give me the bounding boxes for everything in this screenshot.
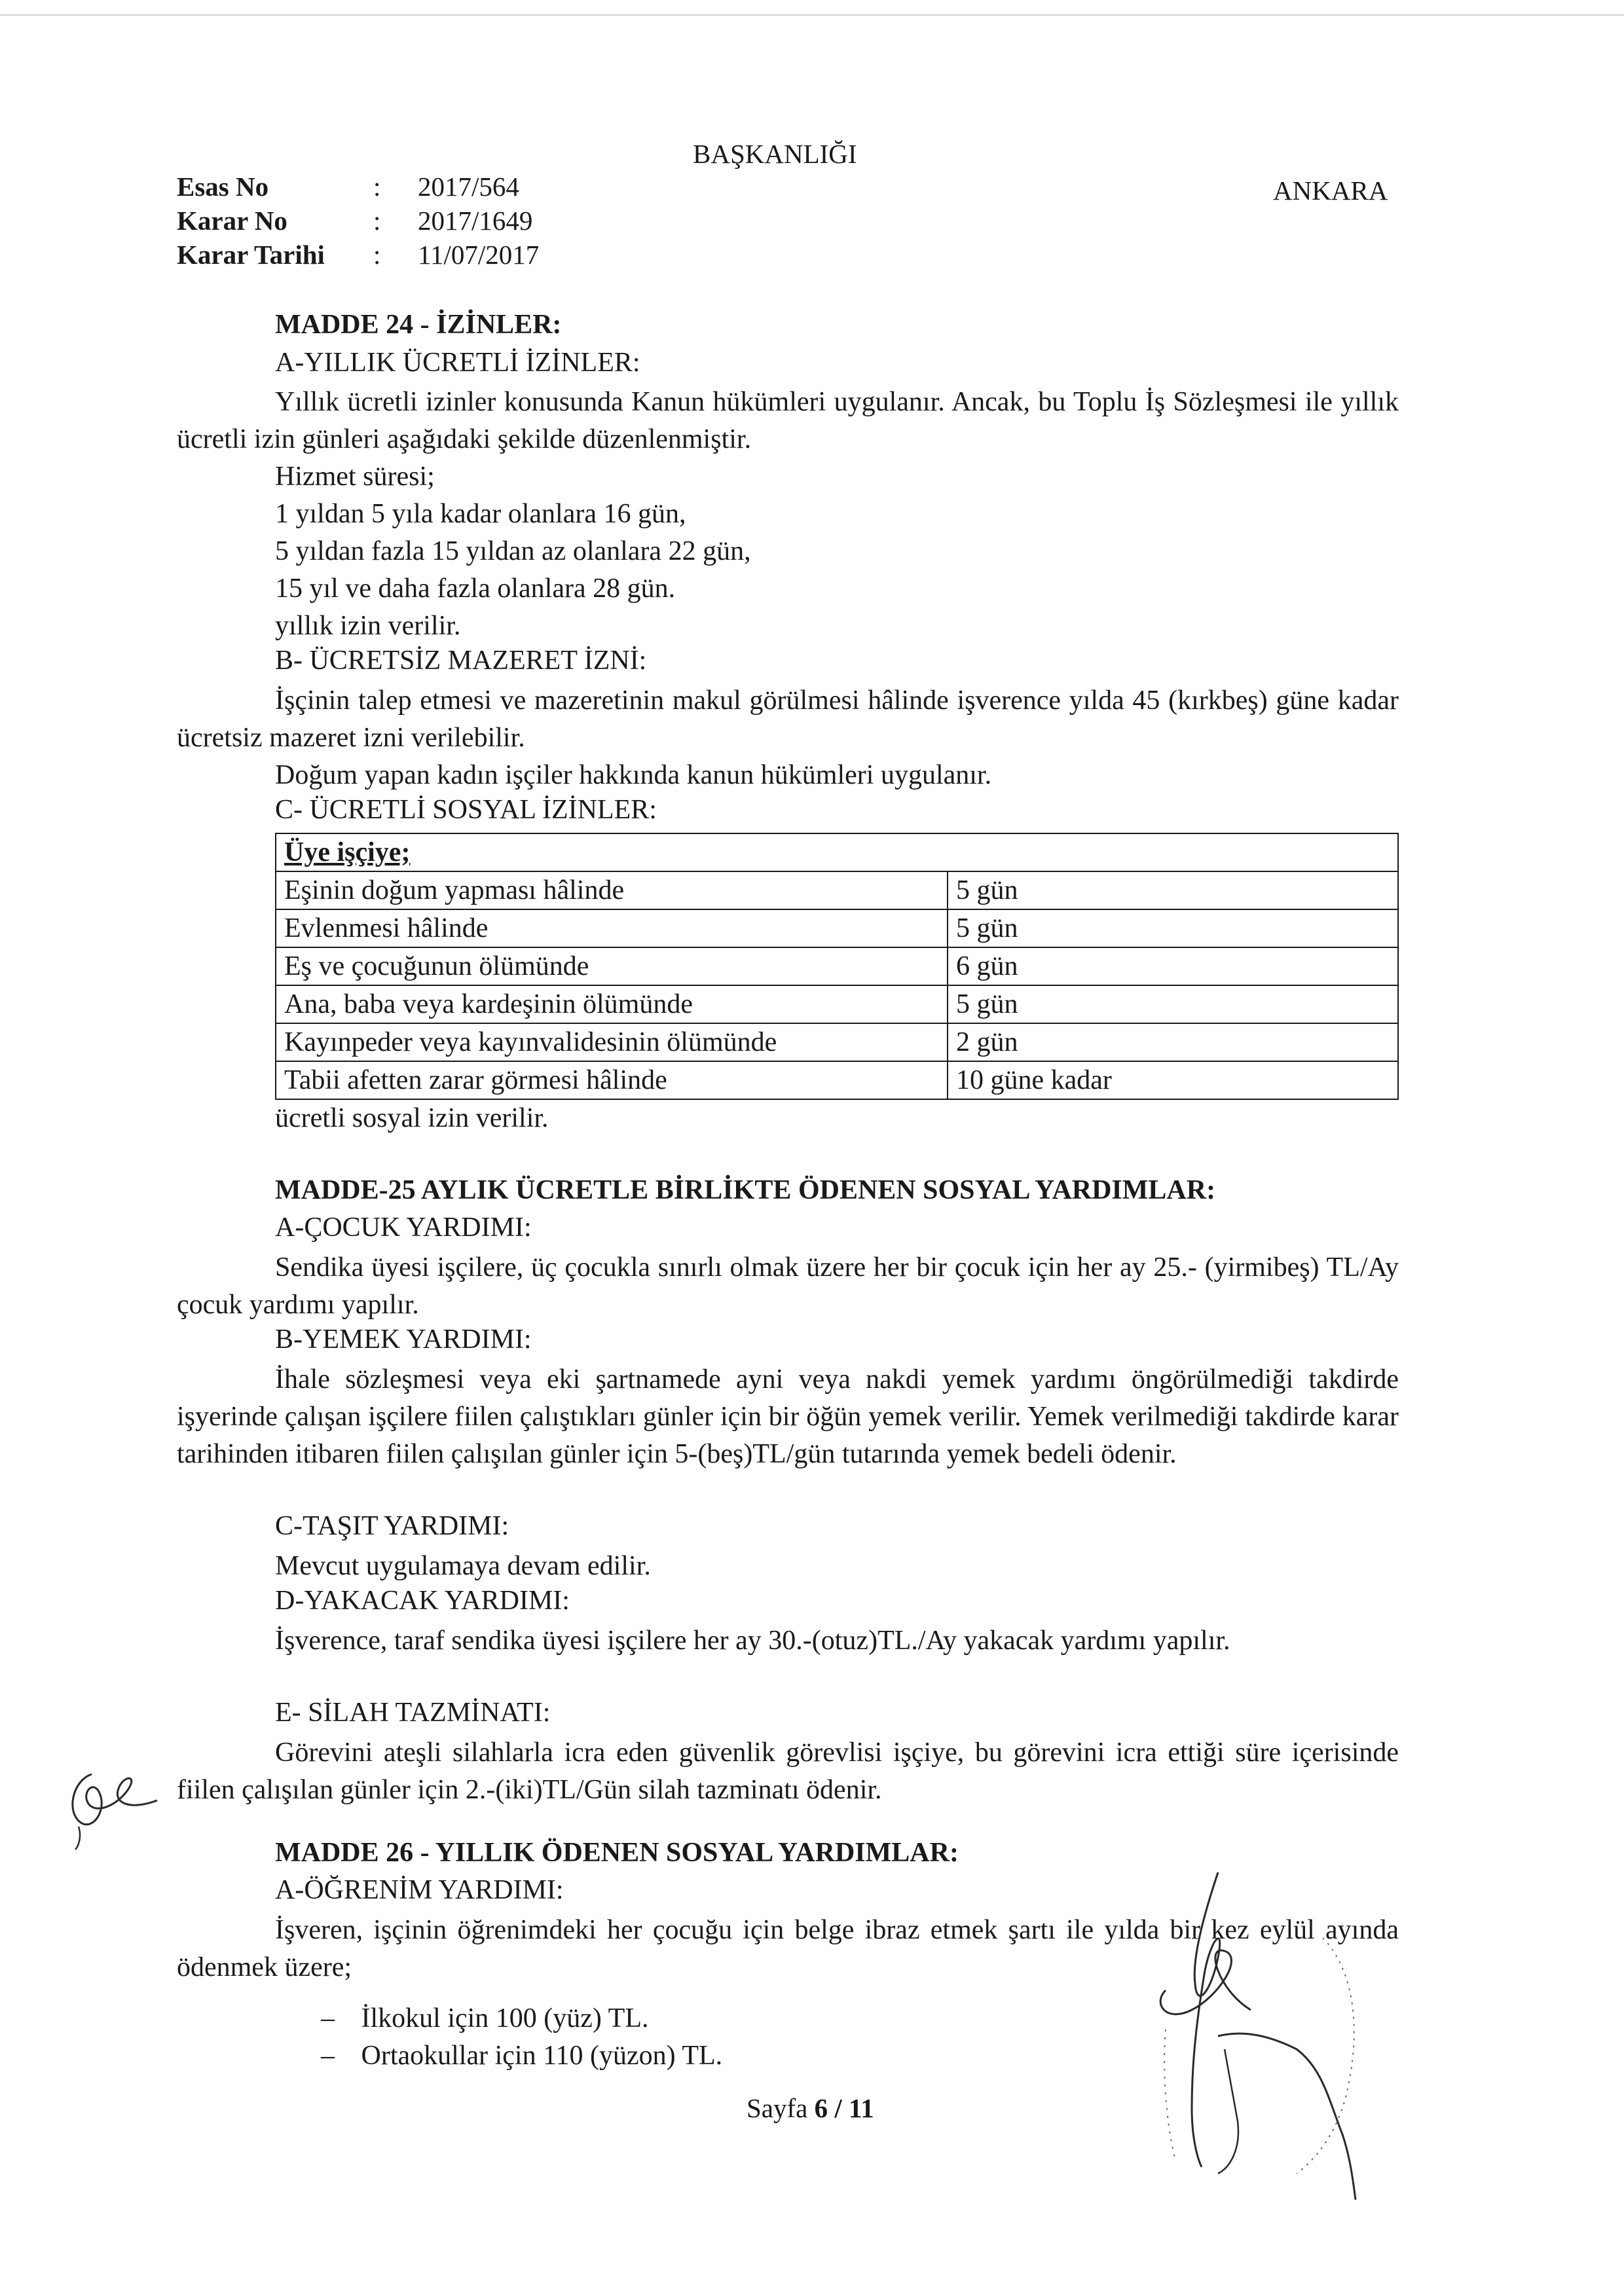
table-row	[276, 1061, 1398, 1099]
tarih-sep: :	[373, 240, 381, 270]
madde24-b-title: B- ÜCRETSİZ MAZERET İZNİ:	[275, 646, 647, 676]
madde24-a-title: A-YILLIK ÜCRETLİ İZİNLER:	[275, 348, 640, 378]
table-row	[276, 909, 1398, 947]
madde25-a-para: Sendika üyesi işçilere, üç çocukla sınırlı olmak üzere her bir çocuk için her ay 25.- (yirmibeş) TL/Ay çocuk yardımı yapılır.	[177, 1252, 1399, 1320]
madde25-e-title: E- SİLAH TAZMİNATI:	[275, 1698, 551, 1728]
city-name: ANKARA	[1273, 175, 1388, 206]
esas-sep: :	[373, 172, 381, 202]
esas-value: 2017/564	[418, 172, 519, 202]
table-cell-days: 5 gün	[948, 985, 1398, 1023]
table-row	[276, 871, 1398, 909]
madde24-a-para: Yıllık ücretli izinler konusunda Kanun hükümleri uygulanır. Ancak, bu Toplu İş Sözleşmesi ile yıllık ücretli izin günleri aşağıdaki şekilde düzenlenmiştir.	[177, 387, 1399, 454]
madde26-title: MADDE 26 - YILLIK ÖDENEN SOSYAL YARDIMLAR:	[275, 1838, 959, 1868]
service-end: yıllık izin verilir.	[275, 611, 461, 641]
table-cell-days: 6 gün	[948, 947, 1398, 985]
social-leave-table	[275, 833, 1399, 1100]
service-item-3: 15 yıl ve daha fazla olanlara 28 gün.	[275, 574, 676, 604]
madde25-a-title: A-ÇOCUK YARDIMI:	[275, 1212, 532, 1243]
list-item-text: Ortaokullar için 110 (yüzon) TL.	[361, 2041, 723, 2071]
service-item-1: 1 yıldan 5 yıla kadar olanlara 16 gün,	[275, 499, 686, 529]
list-dash: –	[321, 2003, 335, 2033]
scan-edge-top	[0, 14, 1624, 16]
madde24-title: MADDE 24 - İZİNLER:	[275, 310, 562, 340]
madde25-d-para: İşverence, taraf sendika üyesi işçilere her ay 30.-(otuz)TL./Ay yakacak yardımı yapılır.	[275, 1626, 1230, 1656]
case-row-esas	[177, 172, 519, 206]
madde24-b-para: İşçinin talep etmesi ve mazeretinin makul görülmesi hâlinde işverence yılda 45 (kırkbeş) güne kadar ücretsiz mazeret izni verilebilir.	[177, 685, 1399, 753]
tarih-value: 11/07/2017	[418, 240, 540, 270]
table-cell-days: 5 gün	[948, 871, 1398, 909]
madde26-a-title: A-ÖĞRENİM YARDIMI:	[275, 1875, 564, 1905]
table-cell-days: 5 gün	[948, 909, 1398, 947]
list-dash: –	[321, 2041, 335, 2071]
page-number	[747, 2092, 874, 2124]
madde25-b-title: B-YEMEK YARDIMI:	[275, 1324, 532, 1355]
karar-sep: :	[373, 206, 381, 236]
madde24-c-end: ücretli sosyal izin verilir.	[275, 1103, 549, 1133]
table-row	[276, 1023, 1398, 1061]
margin-initials-signature	[52, 1755, 170, 1853]
office-title: BAŞKANLIĞI	[693, 139, 857, 169]
table-cell-days: 2 gün	[948, 1023, 1398, 1061]
table-cell-event: Eşinin doğum yapması hâlinde	[276, 871, 948, 909]
madde25-c-para: Mevcut uygulamaya devam edilir.	[275, 1551, 651, 1581]
table-cell-event: Tabii afetten zarar görmesi hâlinde	[276, 1061, 948, 1099]
madde24-b-para2: Doğum yapan kadın işçiler hakkında kanun hükümleri uygulanır.	[275, 760, 992, 790]
table-cell-days: 10 güne kadar	[948, 1061, 1398, 1099]
page-sep: /	[834, 2093, 842, 2123]
madde25-title: MADDE-25 AYLIK ÜCRETLE BİRLİKTE ÖDENEN SOSYAL YARDIMLAR:	[275, 1175, 1216, 1205]
madde25-c-title: C-TAŞIT YARDIMI:	[275, 1511, 509, 1541]
table-cell-event: Eş ve çocuğunun ölümünde	[276, 947, 948, 985]
list-item	[321, 2000, 648, 2037]
list-item-text: İlkokul için 100 (yüz) TL.	[361, 2003, 649, 2033]
table-cell-event: Ana, baba veya kardeşinin ölümünde	[276, 985, 948, 1023]
table-header-cell	[276, 833, 1398, 871]
madde26-a-para: İşveren, işçinin öğrenimdeki her çocuğu için belge ibraz etmek şartı ile yılda bir kez eylül ayında ödenmek üzere;	[177, 1915, 1399, 1982]
table-cell-event: Kayınpeder veya kayınvalidesinin ölümünde	[276, 1023, 948, 1061]
table-header-text: Üye işçiye;	[284, 837, 411, 867]
karar-label: Karar No	[177, 206, 287, 236]
madde24-c-title: C- ÜCRETLİ SOSYAL İZİNLER:	[275, 795, 657, 825]
page-current: 6	[814, 2093, 828, 2123]
table-row	[276, 947, 1398, 985]
service-item-2: 5 yıldan fazla 15 yıldan az olanlara 22 gün,	[275, 536, 751, 566]
table-cell-event: Evlenmesi hâlinde	[276, 909, 948, 947]
table-row	[276, 985, 1398, 1023]
esas-label: Esas No	[177, 172, 269, 202]
case-row-tarih	[177, 240, 540, 274]
case-info	[177, 172, 540, 274]
service-label: Hizmet süresi;	[275, 462, 435, 492]
table-header-row	[276, 833, 1398, 871]
page-prefix: Sayfa	[747, 2093, 808, 2123]
page-total: 11	[849, 2093, 874, 2123]
karar-value: 2017/1649	[418, 206, 533, 236]
list-item	[321, 2037, 722, 2075]
madde25-b-para: İhale sözleşmesi veya eki şartnamede ayni veya nakdi yemek yardımı öngörülmediği takdirde işyerinde çalışan işçilere fiilen çalıştıkları günler için bir öğün yemek verilir. Yemek verilmediği takdirde karar tarihinden itibaren fiilen çalışılan günler için 5-(beş)TL/gün tutarında yemek bedeli ödenir.	[177, 1364, 1399, 1469]
tarih-label: Karar Tarihi	[177, 240, 325, 270]
madde25-d-title: D-YAKACAK YARDIMI:	[275, 1586, 570, 1616]
madde25-e-para: Görevini ateşli silahlarla icra eden güvenlik görevlisi işçiye, bu görevini icra ettiği süre içerisinde fiilen çalışılan günler için 2.-(iki)TL/Gün silah tazminatı ödenir.	[177, 1738, 1399, 1805]
case-row-karar	[177, 206, 533, 240]
